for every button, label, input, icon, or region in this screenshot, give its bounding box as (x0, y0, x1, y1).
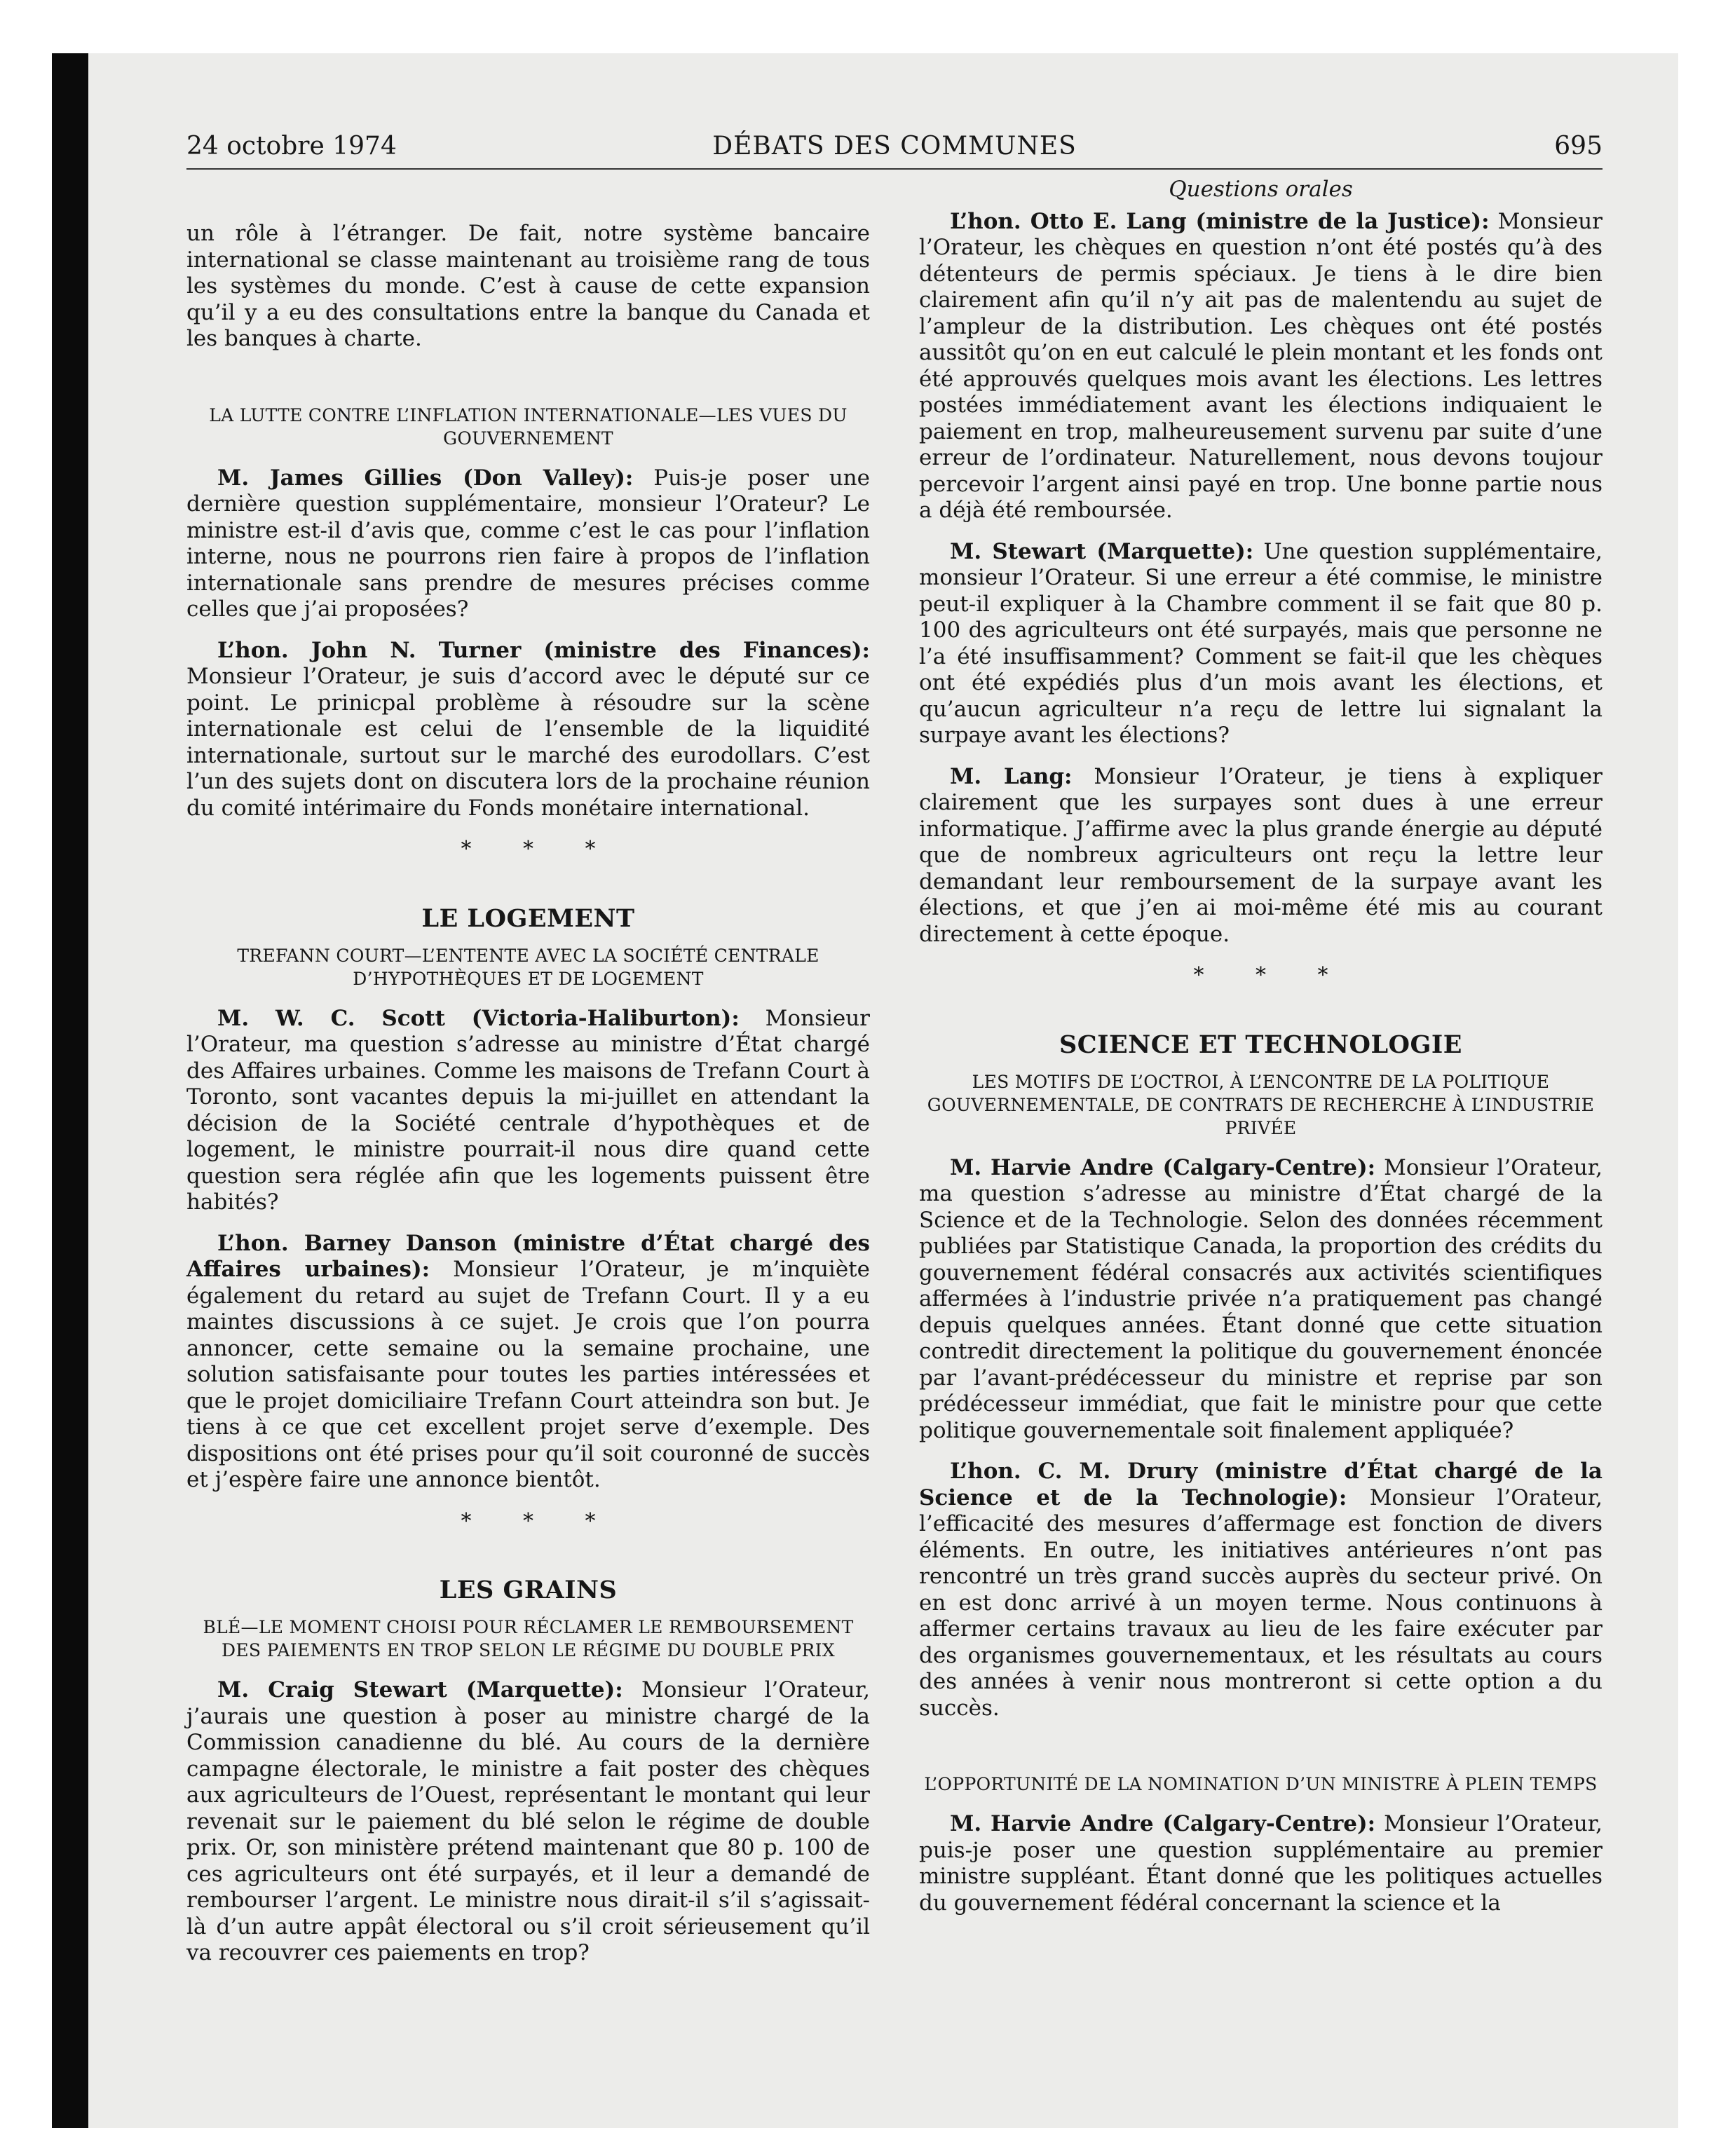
page-header (186, 132, 1603, 170)
speech: Monsieur l’Orateur, les chèques en question n’ont été postés qu’à des détenteurs de permis spéciaux. Je tiens à le dire bien clairement afin qu’il n’y ait pas de malentendu au sujet de l’ampleur de la distribution. Les chèques ont été postés aussitôt qu’on en eut calculé le plein montant et les fonds ont été approuvés quelques mois avant les élections. Les lettres postées immédiatement avant les élections indiquaient le paiement en trop, malheureusement survenu par suite d’une erreur de l’ordinateur. Naturellement, nous devons toujour percevoir l’argent ainsi payé en trop. Une bonne partie nous a déjà été remboursée. (919, 208, 1603, 523)
speech: Monsieur l’Orateur, ma question s’adresse au ministre d’État chargé de la Science et de la Technologie. Selon des données récemment publiées par Statistique Canada, la proportion des crédits du gouvernement fédéral consacrés aux activités scientifiques affermées à l’industrie privée n’a pratiquement pas changé depuis quelques années. Étant donné que cette situation contredit directement la politique du gouvernement énoncée par l’avant-prédécesseur du ministre et reprise par son prédécesseur immédiat, que fait le ministre pour que cette politique gouvernementale soit finalement appliquée? (919, 1154, 1603, 1443)
speaker: M. Lang: (950, 763, 1073, 789)
scan-edge-bar (52, 53, 88, 2128)
running-head: Questions orales (1169, 177, 1353, 202)
speech: Une question supplémentaire, monsieur l’Orateur. Si une erreur a été commise, le ministre peut-il expliquer à la Chambre comment il se fait que 80 p. 100 des agriculteurs ont été surpayés, mais que personne ne l’a été insuffisamment? Comment se fait-il que les chèques ont été expédiés plus d’un mois avant les élections, et qu’aucun agriculteur n’a reçu de lettre lui signalant la surpaye avant les élections? (919, 538, 1603, 748)
paragraph (919, 539, 1603, 749)
speaker: L’hon. Otto E. Lang (ministre de la Justice): (950, 208, 1490, 234)
subheading: LA LUTTE CONTRE L’INFLATION INTERNATIONALE—LES VUES DU GOUVERNEMENT (209, 404, 848, 449)
paragraph (919, 1155, 1603, 1445)
speech: Monsieur l’Orateur, ma question s’adresse au ministre d’État chargé des Affaires urbaines. Comme les maisons de Trefann Court à Toronto, sont vacantes depuis la mi-juillet en attendant la décision de la Société centrale d’hypothèques et de logement, le ministre pourrait-il nous dire quand cette question sera réglée afin que les logements puissent être habités? (186, 1005, 870, 1215)
paragraph (919, 764, 1603, 948)
speech: Monsieur l’Orateur, j’aurais une question à poser au ministre chargé de la Commission canadienne du blé. Au cours de la dernière campagne électorale, le ministre a fait poster des chèques aux agriculteurs de l’Ouest, représentant le montant qui leur revenait sur le paiement du blé selon le régime de double prix. Or, son ministère prétend maintenant que 80 p. 100 de ces agriculteurs ont été surpayés, et il leur a demandé de rembourser l’argent. Le ministre nous dirait-il s’il s’agissait-là d’un autre appât électoral ou s’il croit sérieusement qu’il va recouvrer ces paiements en trop? (186, 1677, 870, 1965)
section-heading: LES GRAINS (439, 1576, 618, 1604)
speaker: M. Harvie Andre (Calgary-Centre): (950, 1811, 1376, 1836)
header-title: DÉBATS DES COMMUNES (712, 132, 1077, 161)
paragraph (919, 1459, 1603, 1721)
paragraph (186, 1231, 870, 1494)
paragraph: un rôle à l’étranger. De fait, notre système bancaire international se classe maintenant au troisième rang de tous les systèmes du monde. C’est à cause de cette expansion qu’il y a eu des consultations entre la banque du Canada et les banques à charte. (186, 221, 870, 351)
paragraph (186, 638, 870, 822)
left-column (186, 221, 870, 1981)
right-column (919, 177, 1603, 1931)
paragraph (186, 1677, 870, 1967)
paragraph (919, 209, 1603, 524)
speaker: M. James Gillies (Don Valley): (217, 465, 634, 491)
subheading: TREFANN COURT—L’ENTENTE AVEC LA SOCIÉTÉ CENTRALE D’HYPOTHÈQUES ET DE LOGEMENT (237, 945, 819, 989)
speaker: M. W. C. Scott (Victoria-Haliburton): (217, 1005, 740, 1031)
section-heading: LE LOGEMENT (421, 903, 635, 933)
speech: Monsieur l’Orateur, puis-je poser une question supplémentaire au premier ministre suppléant. Étant donné que les politiques actuelles du gouvernement fédéral concernant la science et la (919, 1811, 1603, 1916)
speaker: L’hon. Barney Danson (ministre d’État chargé des Affaires urbaines): (186, 1230, 870, 1282)
speaker: M. Stewart (Marquette): (950, 538, 1254, 564)
speech: Monsieur l’Orateur, je suis d’accord avec le député sur ce point. Le prinicpal problème à résoudre sur la scène internationale est celui de l’ensemble de la liquidité internationale, surtout sur le marché des eurodollars. C’est l’un des sujets dont on discutera lors de la prochaine réunion du comité intérimaire du Fonds monétaire international. (186, 664, 870, 821)
section-separator: * * * (1193, 963, 1351, 988)
subheading: LES MOTIFS DE L’OCTROI, À L’ENCONTRE DE LA POLITIQUE GOUVERNEMENTALE, DE CONTRATS DE RECHERCHE À L’INDUSTRIE PRIVÉE (927, 1071, 1595, 1138)
speaker: M. Harvie Andre (Calgary-Centre): (950, 1154, 1376, 1180)
speech: Monsieur l’Orateur, l’efficacité des mesures d’affermage est fonction de divers éléments. En outre, les initiatives antérieures n’ont pas rencontré un très grand succès auprès du secteur privé. On en est donc arrivé à un moyen terme. Nous continuons à affermer certains travaux au lieu de les faire exécuter par des organismes gouvernementaux, et les résultats au cours des années à venir nous montreront si cette option a du succès. (919, 1485, 1603, 1721)
speech: Puis-je poser une dernière question supplémentaire, monsieur l’Orateur? Le ministre est-il d’avis que, comme c’est le cas pour l’inflation interne, nous ne pourrons rien faire à propos de l’inflation internationale sans prendre de mesures précises comme celles que j’ai proposées? (186, 465, 870, 622)
speech: Monsieur l’Orateur, je tiens à expliquer clairement que les surpayes sont dues à une erreur informatique. J’affirme avec la plus grande énergie au député que de nombreux agriculteurs ont reçu la lettre leur demandant leur remboursement de la surpaye avant les élections, et que j’en ai moi-même été mis au courant directement à cette époque. (919, 763, 1603, 947)
speaker: L’hon. John N. Turner (ministre des Finances): (217, 637, 870, 663)
subheading: BLÉ—LE MOMENT CHOISI POUR RÉCLAMER LE REMBOURSEMENT DES PAIEMENTS EN TROP SELON LE RÉGIME DU DOUBLE PRIX (203, 1617, 854, 1660)
speaker: M. Craig Stewart (Marquette): (217, 1677, 623, 1703)
section-heading: SCIENCE ET TECHNOLOGIE (1059, 1030, 1462, 1059)
page-number: 695 (1554, 132, 1603, 161)
paragraph (186, 1006, 870, 1216)
section-separator: * * * (461, 1508, 618, 1534)
header-date: 24 octobre 1974 (186, 132, 397, 161)
section-separator: * * * (461, 837, 618, 861)
paragraph (186, 465, 870, 623)
speaker: L’hon. C. M. Drury (ministre d’État chargé de la Science et de la Technologie): (919, 1459, 1603, 1510)
speech: Monsieur l’Orateur, je m’inquiète également du retard au sujet de Trefann Court. Il y a eu maintes discussions à ce sujet. Je crois que l’on pourra annoncer, cette semaine ou la semaine prochaine, une solution satisfaisante pour toutes les parties intéressées et que le projet domiciliaire Trefann Court atteindra son but. Je tiens à ce que cet excellent projet serve d’exemple. Des dispositions ont été prises pour qu’il soit couronné de succès et j’espère faire une annonce bientôt. (186, 1257, 870, 1492)
subheading: L’OPPORTUNITÉ DE LA NOMINATION D’UN MINISTRE À PLEIN TEMPS (924, 1774, 1598, 1794)
paragraph (919, 1811, 1603, 1916)
